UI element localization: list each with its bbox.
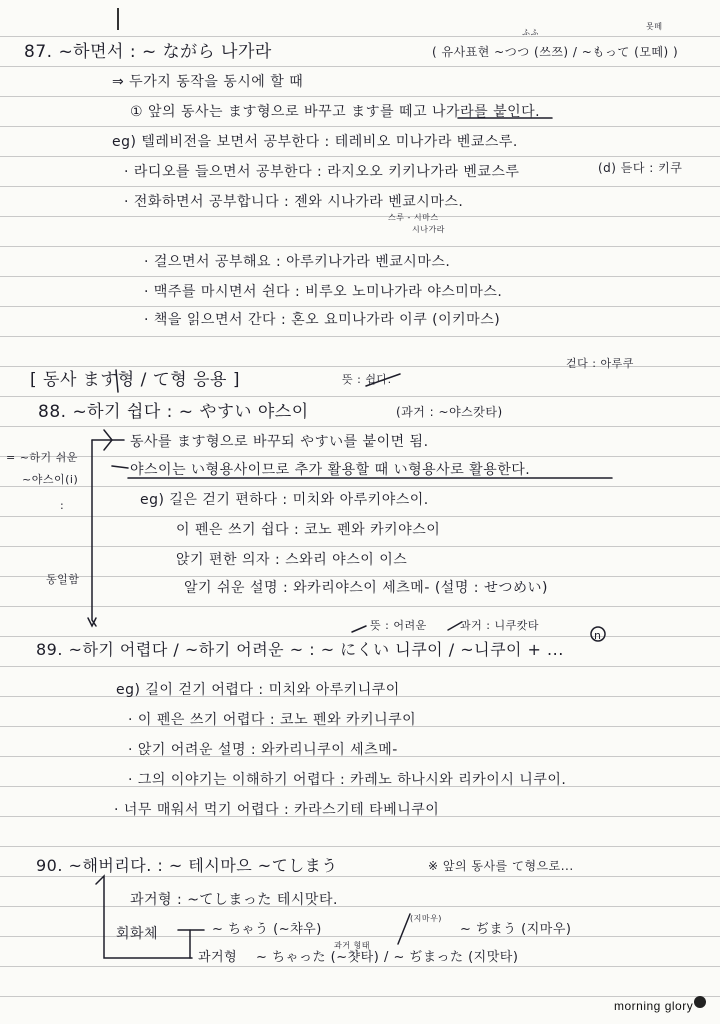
entry-87-example-3: · 전화하면서 공부합니다 : 젠와 시나가라 벤쿄시마스. <box>124 194 464 210</box>
entry-88-rule-1: 동사를 ます형으로 바꾸되 やすい를 붙이면 됨. <box>130 434 429 450</box>
notebook-brand: morning glory <box>614 999 694 1013</box>
entry-89-note-c: n <box>594 629 602 642</box>
entry-89-example-5: · 너무 매워서 먹기 어렵다 : 카라스기테 타베니쿠이 <box>114 802 440 818</box>
entry-87-example-4: · 걸으면서 공부해요 : 아루키나가라 벤쿄시마스. <box>144 254 451 270</box>
entry-87-aside-note-b: 못떼 <box>646 22 663 31</box>
entry-87-example-2: · 라디오를 들으면서 공부한다 : 라지오오 키키나가라 벤쿄스루 <box>124 164 520 180</box>
entry-88-left-note-b: ~야스이(i) <box>22 473 79 486</box>
entry-88-left-note-c: : <box>60 499 65 512</box>
entry-88-left-note-a: = ~하기 쉬운 <box>6 451 78 464</box>
entry-90-past-form: 과거형 : ~てしまった 테시맛타. <box>130 892 338 908</box>
slash-mark <box>398 914 410 944</box>
circle-mark <box>591 627 605 641</box>
entry-88-left-note-d: 동일함 <box>46 573 80 586</box>
bracket-mark <box>116 370 118 392</box>
entry-87-side-note: (d) 듣다 : 키쿠 <box>598 161 683 175</box>
section-note: 뜻 : 쉽다. <box>342 373 392 386</box>
entry-88-rule-2: 야스이는 い형용사이므로 추가 활용할 때 い형용사로 활용한다. <box>130 462 531 478</box>
entry-87-aside: ( 유사표현 ~つつ (쓰쯔) / ~もって (모떼) ) <box>432 45 679 59</box>
entry-88-heading: 88. ~하기 쉽다 : ~ やすい 야스이 <box>38 402 309 422</box>
entry-87-aside-note-a: ふふ <box>522 28 539 37</box>
entry-90-heading-note: ※ 앞의 동사를 て형으로... <box>428 859 574 873</box>
entry-90-casual-3-note: 과거 형태 <box>334 941 370 950</box>
entry-87-example-3-note-b: 시나가라 <box>412 225 445 234</box>
entry-89-note-a: 뜻 : 어려운 <box>370 619 427 632</box>
entry-89-example-3: · 앉기 어려운 설명 : 와카리니쿠이 세츠메- <box>128 742 398 758</box>
entry-88-example-3: 앉기 편한 의자 : 스와리 야스이 이스 <box>176 552 408 568</box>
flow-arrow-mark <box>92 440 96 626</box>
entry-88-example-4: 알기 쉬운 설명 : 와카리야스이 세츠메- (설명 : せつめい) <box>184 580 548 596</box>
arrow-mark <box>366 374 400 386</box>
entry-89-note-b: 과거 : 니쿠캇타 <box>460 619 539 632</box>
arrow-mark <box>352 626 366 632</box>
connector-mark <box>112 466 128 468</box>
entry-89-heading: 89. ~하기 어렵다 / ~하기 어려운 ~ : ~ にくい 니쿠이 / ~니쿠이 + ... <box>36 640 564 659</box>
entry-90-heading: 90. ~해버리다. : ~ 테시마으 ~てしまう <box>36 856 338 875</box>
entry-90-casual-1-note: (지마우) <box>410 914 442 923</box>
entry-89-example-4: · 그의 이야기는 이해하기 어렵다 : 카레노 하나시와 리카이시 니쿠이. <box>128 772 567 788</box>
bracket-mark <box>96 876 192 958</box>
entry-87-rule: ⇒ 두가지 동작을 동시에 할 때 <box>112 74 304 90</box>
entry-88-example-2: 이 펜은 쓰기 쉽다 : 코노 펜와 카키야스이 <box>176 522 441 538</box>
entry-87-example-1: eg) 텔레비전을 보면서 공부한다 : 테레비오 미나가라 벤쿄스루. <box>112 134 518 150</box>
entry-87-example-3-note-a: 스루 - 시마스 <box>388 213 439 222</box>
entry-88-heading-note: (과거 : ~야스캇타) <box>396 405 503 419</box>
entry-90-casual-1: ~ ちゃう (~챠우) <box>212 922 322 937</box>
entry-90-casual-2: ~ ぢまう (지마우) <box>460 922 572 937</box>
entry-87-heading: 87. ~하면서 : ~ ながら 나가라 <box>24 42 272 62</box>
entry-90-casual-label: 회화체 <box>116 926 159 942</box>
entry-87-example-5: · 맥주를 마시면서 쉰다 : 비루오 노미나가라 야스미마스. <box>144 284 503 300</box>
entry-90-casual-3-label: 과거형 <box>198 950 238 965</box>
entry-89-example-1: eg) 길이 걷기 어렵다 : 미치와 아루키니쿠이 <box>116 682 400 698</box>
section-side-note: 걷다 : 아루쿠 <box>566 357 634 370</box>
entry-88-example-1: eg) 길은 걷기 편하다 : 미치와 아루키야스이. <box>140 492 429 508</box>
entry-87-how: ① 앞의 동사는 ます형으로 바꾸고 ます를 떼고 나가라를 붙인다. <box>130 104 541 120</box>
entry-87-example-6: · 책을 읽으면서 간다 : 혼오 요미나가라 이쿠 (이키마스) <box>144 312 501 328</box>
entry-89-example-2: · 이 펜은 쓰기 어렵다 : 코노 펜와 카키니쿠이 <box>128 712 417 728</box>
section-title: [ 동사 ます형 / て형 응용 ] <box>30 370 240 390</box>
arrow-mark <box>448 622 462 630</box>
entry-90-casual-3: ~ ちゃった (~챳타) / ~ ぢまった (지맛타) <box>256 950 519 965</box>
